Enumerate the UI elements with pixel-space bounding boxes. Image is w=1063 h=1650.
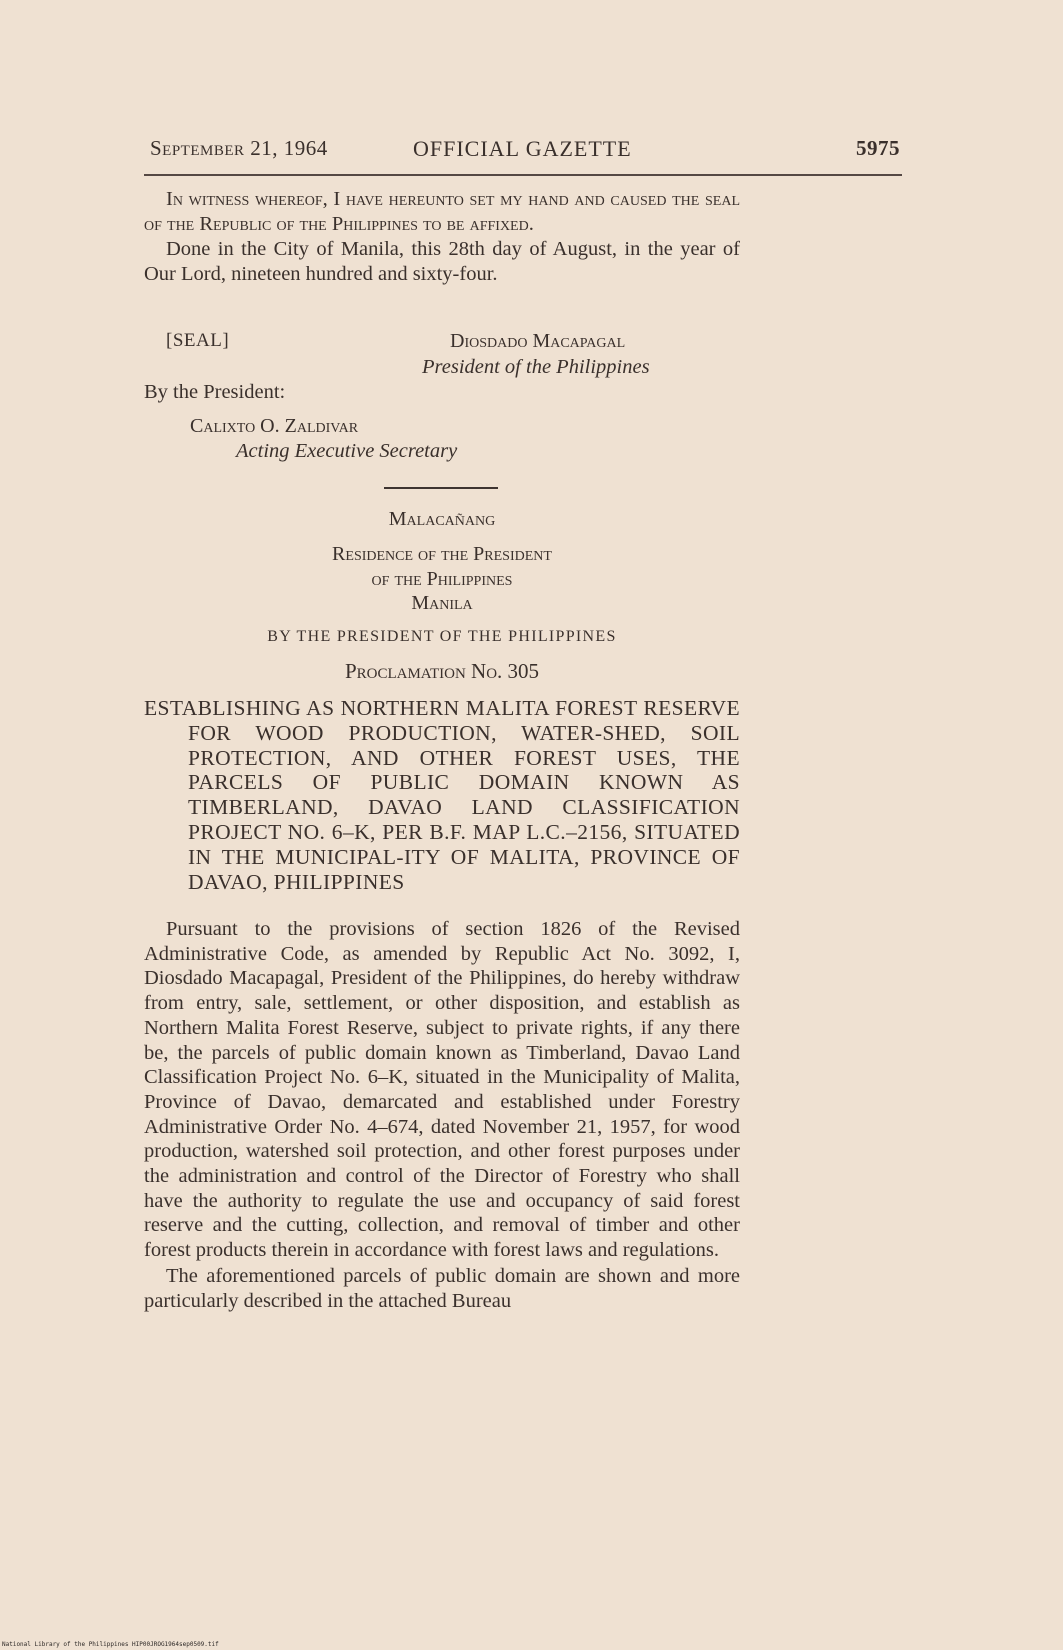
signatory-title: President of the Philippines — [422, 356, 650, 378]
by-the-president: By the President: — [144, 381, 286, 403]
residence-line-2: of the Philippines — [371, 568, 513, 590]
proclamation-title — [144, 696, 740, 894]
place-heading: Malacañang — [388, 508, 496, 530]
witness-block — [144, 187, 740, 287]
city-heading: Manila — [411, 592, 473, 614]
header-page-number: 5975 — [856, 136, 900, 160]
secretary-name: Calixto O. Zaldivar — [190, 415, 359, 437]
secretary-title: Acting Executive Secretary — [236, 440, 458, 462]
body-paragraph-1: Pursuant to the provisions of section 1826 of the Revised Administrative Code, as amended by Republic Act No. 3092, I, Diosdado Macapagal, President of the Philippines, do hereby withdraw from entry, sale, settlement, or other disposition, and establish as Northern Malita Forest Reserve, subject to private rights, if any there be, the parcels of public domain known as Timberland, Davao Land Classification Project No. 6–K, situated in the Municipality of Malita, Province of Davao, demarcated and established under Forestry Administrative Order No. 4–674, dated November 21, 1957, for wood production, watershed soil protection, and other forest purposes under the administration and control of the Director of Forestry who shall have the authority to regulate the use and occupancy of said forest reserve and the cutting, collection, and removal of timber and other forest products therein in accordance with forest laws and regulations. — [144, 918, 740, 1262]
section-divider — [384, 487, 498, 489]
proclamation-title-text: ESTABLISHING AS NORTHERN MALITA FOREST RESERVE FOR WOOD PRODUCTION, WATER-SHED, SOIL PROTECTION, AND OTHER FOREST USES, THE PARCELS OF PUBLIC DOMAIN KNOWN AS TIMBERLAND, DAVAO LAND CLASSIFICATION PROJECT NO. 6–K, PER B.F. MAP L.C.–2156, SITUATED IN THE MUNICIPAL-ITY OF MALITA, PROVINCE OF DAVAO, PHILIPPINES — [144, 696, 740, 894]
proclamation-number: Proclamation No. 305 — [344, 659, 540, 683]
signatory-name: Diosdado Macapagal — [450, 330, 626, 352]
residence-line-1: Residence of the President — [332, 543, 552, 565]
by-president-heading: BY THE PRESIDENT OF THE PHILIPPINES — [267, 628, 617, 645]
done-paragraph: Done in the City of Manila, this 28th day of August, in the year of Our Lord, nineteen hundred and sixty-four. — [144, 238, 740, 285]
seal-label: [SEAL] — [166, 330, 230, 351]
header-date: September 21, 1964 — [150, 136, 328, 160]
witness-paragraph: In witness whereof, I have hereunto set my hand and caused the seal of the Republic of the Philippines to be affixed. — [144, 188, 740, 235]
header-publication: OFFICIAL GAZETTE — [413, 136, 632, 161]
body-paragraph-2: The aforementioned parcels of public domain are shown and more particularly described in the attached Bureau — [144, 1264, 740, 1312]
header-rule — [144, 174, 902, 176]
proclamation-body — [144, 917, 740, 1313]
page-header — [150, 136, 900, 166]
scan-footer: National Library of the Philippines HIP00JROG1964sep0509.tif — [2, 1641, 219, 1648]
